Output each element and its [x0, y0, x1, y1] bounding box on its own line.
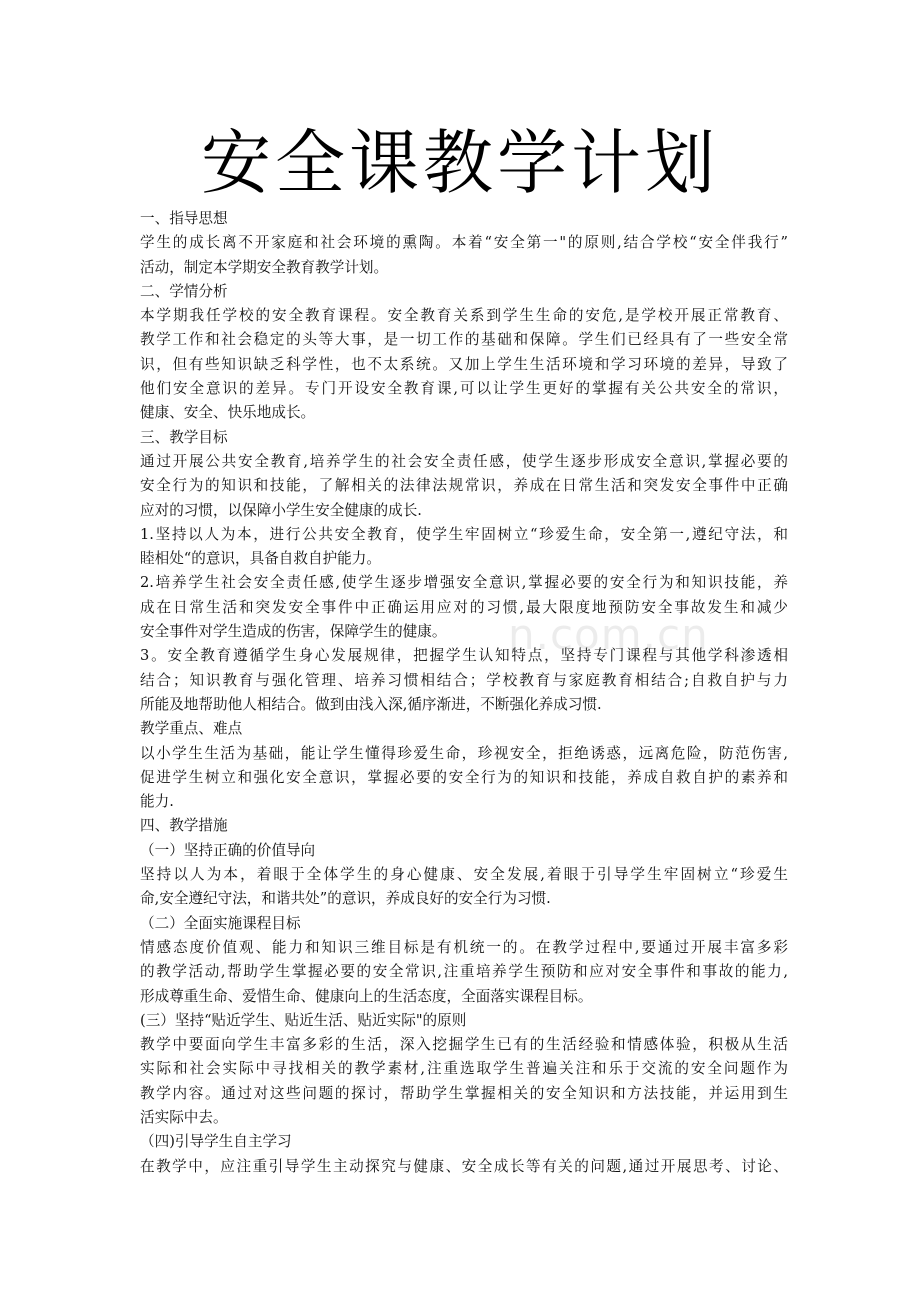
- paragraph-line: 应对的习惯，以保障小学生安全健康的成长.: [140, 501, 422, 519]
- heading-guiding-ideology: 一、指导思想: [140, 210, 228, 227]
- list-item-line: 2.培养学生社会安全责任感,使学生逐步增强安全意识,掌握必要的安全行为和知识技能，养: [140, 574, 788, 592]
- subheading: (三）坚持“贴近学生、贴近生活、贴近实际"的原则: [140, 1011, 467, 1029]
- heading-situation-analysis: 二、学情分析: [140, 282, 228, 300]
- document-title: 安全课教学计划: [201, 122, 719, 204]
- list-item-line: 安全事件对学生造成的伤害，保障学生的健康。: [140, 623, 447, 641]
- subheading: （四)引导学生自主学习: [140, 1133, 292, 1151]
- document-body: [140, 207, 788, 1179]
- paragraph-line: 他们安全意识的差异。专门开设安全教育课,可以让学生更好的掌握有关公共安全的常识，: [140, 380, 788, 398]
- paragraph-line: 教学中要面向学生丰富多彩的生活，深入挖掘学生已有的生活经验和情感体验，积极从生活: [140, 1036, 788, 1054]
- heading-teaching-measures: 四、教学措施: [140, 817, 228, 835]
- paragraph-line: 本学期我任学校的安全教育课程。安全教育关系到学生生命的安危,是学校开展正常教育、: [140, 307, 788, 325]
- paragraph-line: 通过开展公共安全教育,培养学生的社会安全责任感，使学生逐步形成安全意识,掌握必要的: [140, 452, 788, 470]
- list-item-line: 所能及地帮助他人相结合。做到由浅入深,循序渐进，不断强化养成习惯.: [140, 695, 602, 713]
- heading-teaching-goals: 三、教学目标: [140, 428, 228, 446]
- paragraph-line: 实际和社会实际中寻找相关的教学素材,注重选取学生普遍关注和乐于交流的安全问题作为: [140, 1060, 788, 1078]
- paragraph-line: 安全行为的知识和技能，了解相关的法律法规常识，养成在日常生活和突发安全事件中正确: [140, 477, 788, 495]
- paragraph-line: 识，但有些知识缺乏科学性，也不太系统。又加上学生生活环境和学习环境的差异，导致了: [140, 355, 788, 373]
- list-item-line: 睦相处“的意识，具备自救自护能力。: [140, 550, 381, 568]
- paragraph-line: 活实际中去。: [140, 1108, 228, 1126]
- subheading: （一）坚持正确的价值导向: [140, 841, 316, 859]
- heading-key-difficulties: 教学重点、难点: [140, 720, 243, 738]
- paragraph-line: 活动，制定本学期安全教育教学计划。: [140, 258, 389, 276]
- paragraph-line: 以小学生生活为基础，能让学生懂得珍爱生命，珍视安全，拒绝诱惑，远离危险，防范伤害,: [140, 744, 788, 762]
- paragraph-line: 能力.: [140, 793, 174, 811]
- subheading: （二）全面实施课程目标: [140, 914, 301, 932]
- paragraph-line: 教学内容。通过对这些问题的探讨，帮助学生掌握相关的安全知识和方法技能，并运用到生: [140, 1084, 788, 1102]
- paragraph-line: 促进学生树立和强化安全意识，掌握必要的安全行为的知识和技能，养成自救自护的素养和: [140, 768, 788, 786]
- paragraph-line: 命,安全遵纪守法，和谐共处”的意识，养成良好的安全行为习惯.: [140, 890, 551, 908]
- paragraph-line: 教学工作和社会稳定的头等大事，是一切工作的基础和保障。学生们已经具有了一些安全常: [140, 331, 788, 349]
- paragraph-line: 情感态度价值观、能力和知识三维目标是有机统一的。在教学过程中,要通过开展丰富多彩: [140, 938, 788, 956]
- paragraph-line: 学生的成长离不开家庭和社会环境的熏陶。本着“安全第一"的原则,结合学校“安全伴我行”: [140, 234, 788, 252]
- list-item-line: 成在日常生活和突发安全事件中正确运用应对的习惯,最大限度地预防安全事故发生和减少: [140, 598, 788, 616]
- paragraph-line: 在教学中，应注重引导学生主动探究与健康、安全成长等有关的问题,通过开展思考、讨论、: [140, 1157, 788, 1175]
- paragraph-line: 坚持以人为本，着眼于全体学生的身心健康、安全发展,着眼于引导学生牢固树立“珍爱生: [140, 866, 788, 884]
- list-item-line: 1.坚持以人为本，进行公共安全教育，使学生牢固树立“珍爱生命，安全第一,遵纪守法，和: [140, 525, 788, 543]
- list-item-line: 结合；知识教育与强化管理、培养习惯相结合；学校教育与家庭教育相结合;自救自护与力: [140, 671, 788, 689]
- list-item-line: 3。安全教育遵循学生身心发展规律，把握学生认知特点，坚持专门课程与其他学科渗透相: [140, 647, 788, 665]
- paragraph-line: 形成尊重生命、爱惜生命、健康向上的生活态度，全面落实课程目标。: [140, 987, 593, 1005]
- paragraph-line: 的教学活动,帮助学生掌握必要的安全常识,注重培养学生预防和应对安全事件和事故的能力,: [140, 963, 788, 981]
- watermark: n.com.cn: [508, 610, 709, 659]
- paragraph-line: 健康、安全、快乐地成长。: [140, 404, 316, 422]
